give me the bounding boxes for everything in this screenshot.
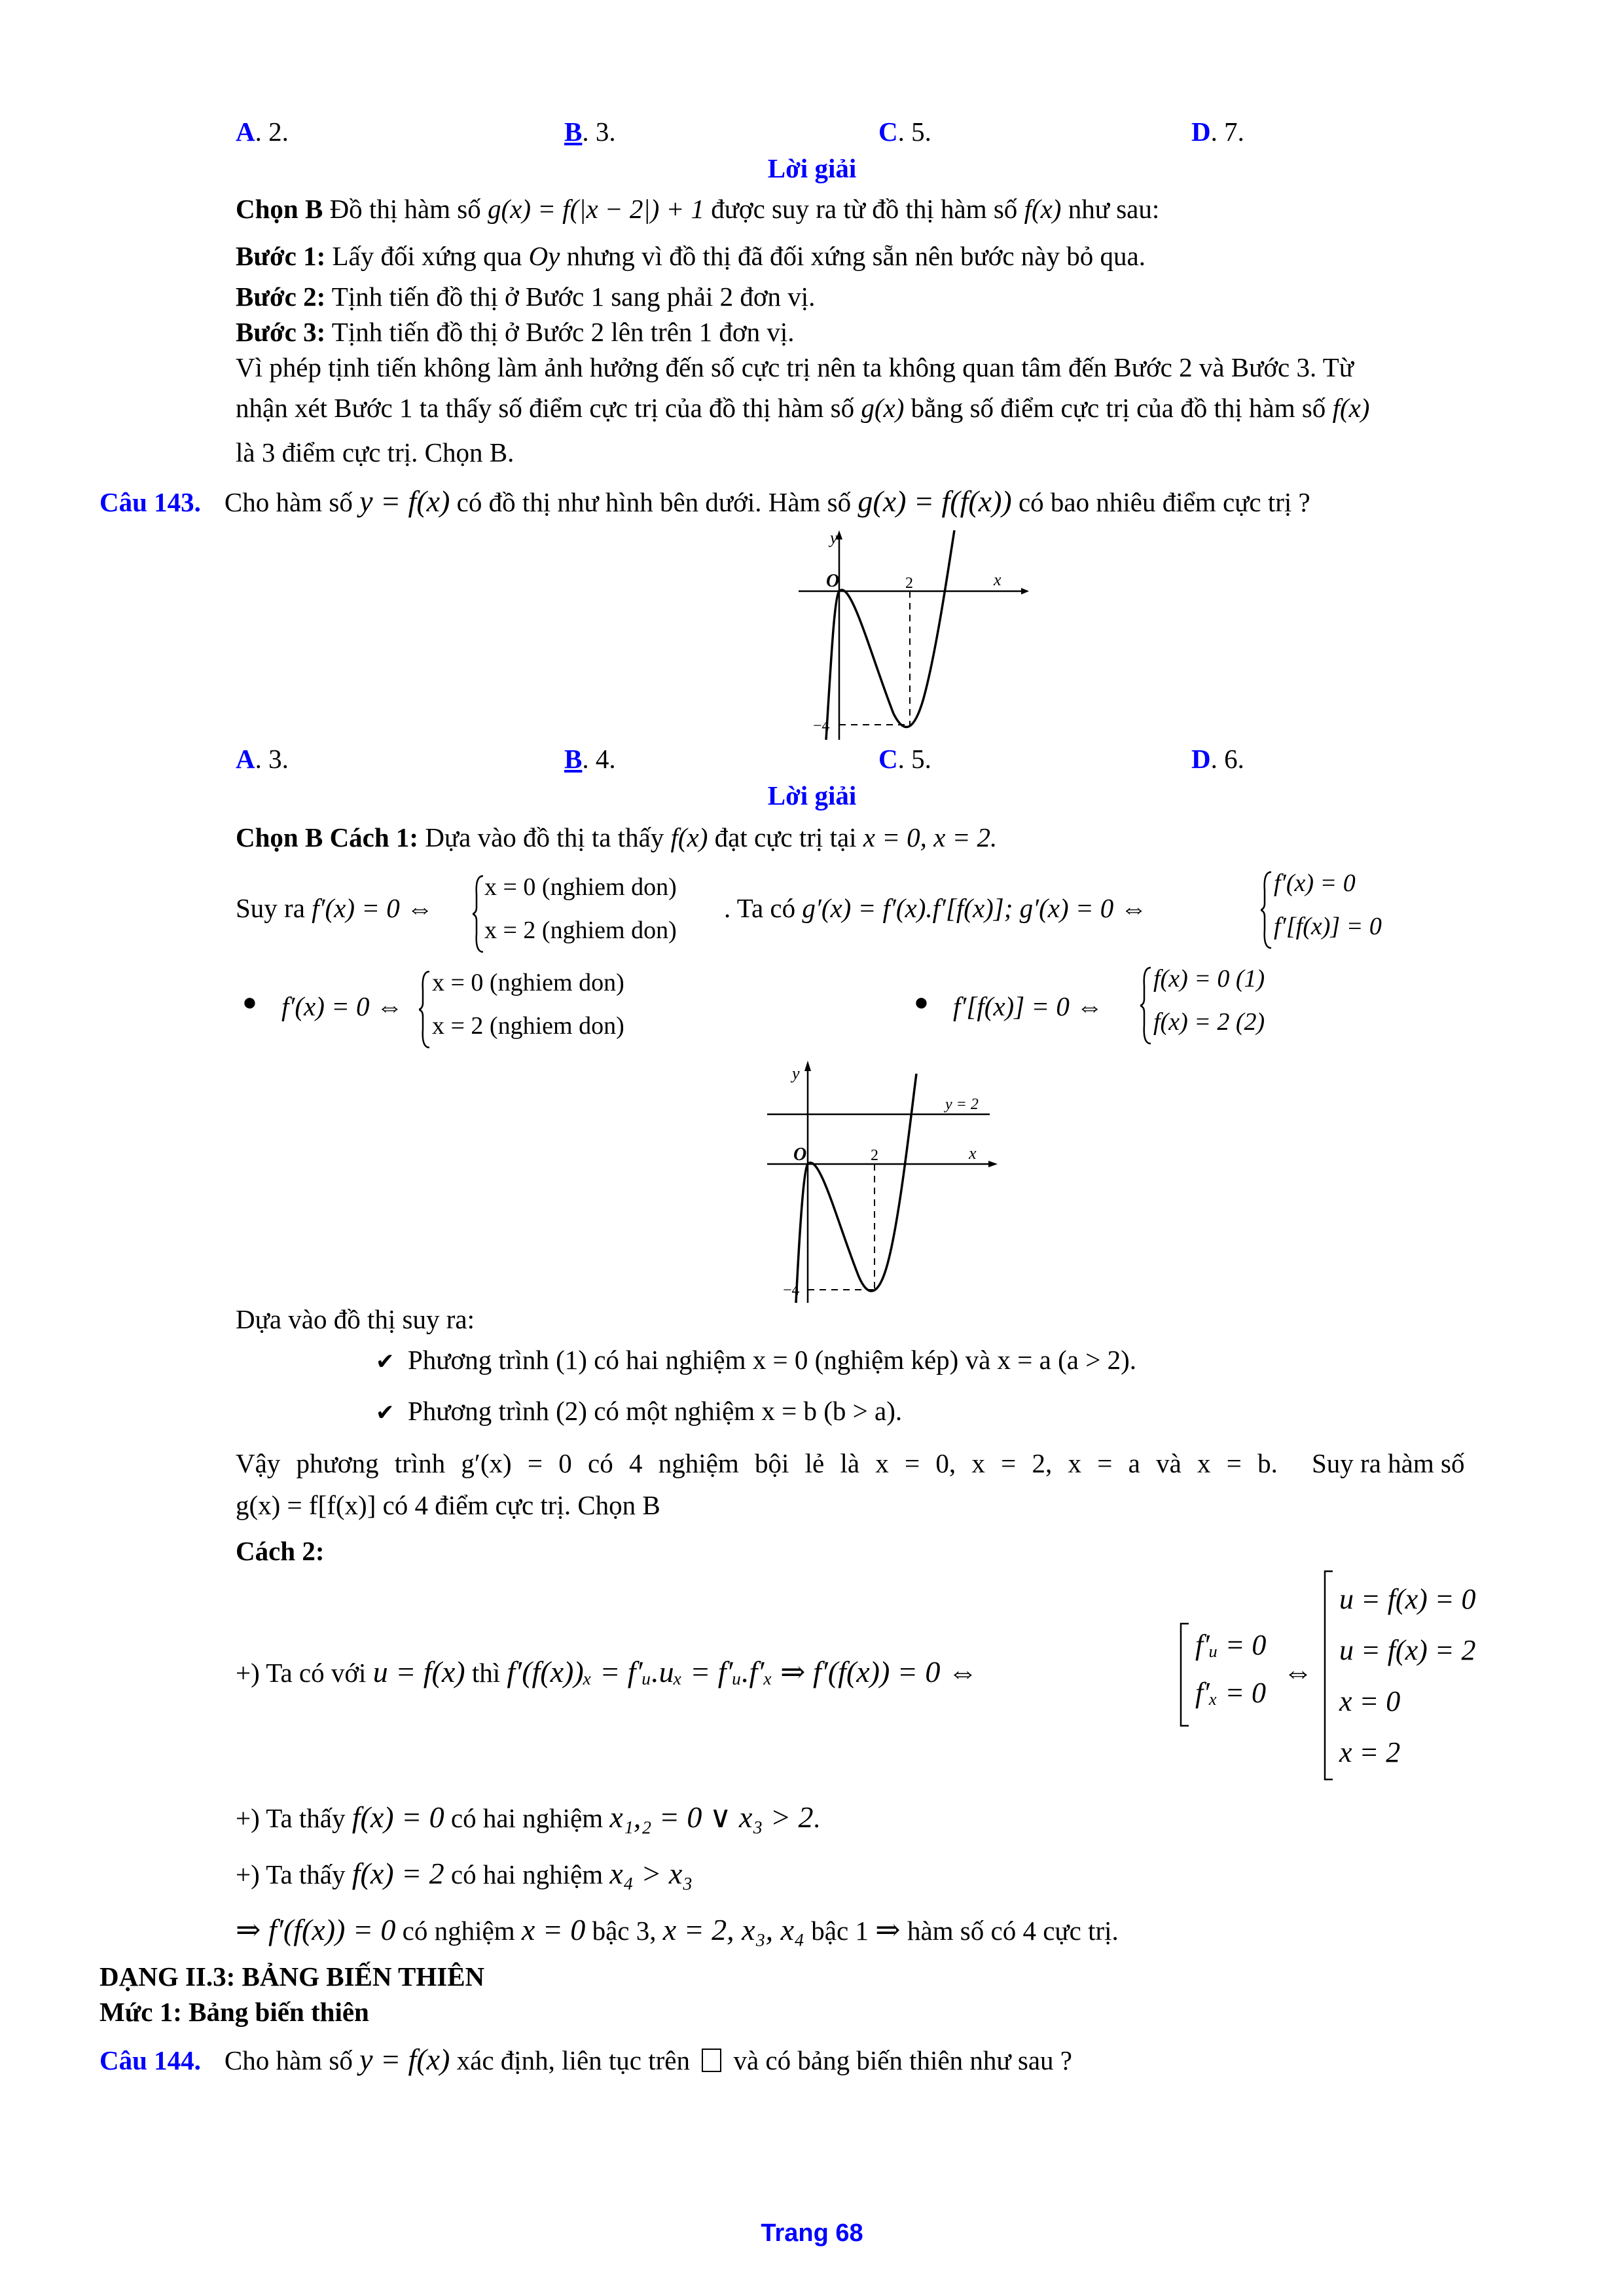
b1-top: x = 0 (nghiem don) [432,969,624,996]
line-label: y = 2 [945,1096,979,1113]
q142-para2: nhận xét Bước 1 ta thấy số điểm cực trị của đồ thị hàm số g(x) bằng số điểm cực trị của đồ thị hàm số f(x) [236,393,1370,423]
q143-stem: Câu 143. Cho hàm số y = f(x) có đồ thị như hình bên dưới. Hàm số g(x) = f(f(x)) có bao nhiêu điểm cực trị ? [99,484,1310,518]
bullet-1-lhs: f′(x) = 0 ⇔ [281,991,403,1021]
origin-label: O [826,571,840,591]
y-label: y [792,1064,800,1083]
c2-iff: ⇔ [1283,1655,1313,1688]
section-title: DẠNG II.3: BẢNG BIẾN THIÊN [99,1961,485,1992]
sys1-top: x = 0 (nghiem don) [484,873,677,901]
q143-option-d: D. 6. [1191,744,1244,774]
y-axis-arrow [804,1061,811,1071]
bullet-1-icon: ● [242,989,257,1016]
q143-vay1: Vậy phương trình g′(x) = 0 có 4 nghiệm bội lẻ là x = 0, x = 2, x = a và x = b. [236,1448,1278,1478]
q143-solution-title: Lời giải [767,780,857,811]
q143-suyra: Suy ra f′(x) = 0 ⇔ [236,893,433,923]
bracket-2 [1322,1570,1334,1781]
bullet-2-sys [1153,965,1265,1036]
c2-line3: +) Ta thấy f(x) = 2 có hai nghiệm x₄ > x₃ [236,1857,693,1890]
q142-option-d: D. 7. [1191,117,1244,147]
brace-2 [1261,871,1274,949]
x-axis-arrow [988,1161,998,1167]
q143-option-b: B. 4. [564,744,616,774]
c2-line1: +) Ta có với u = f(x) thì f′(f(x))ₓ = f′ᵤ.uₓ = f′ᵤ.f′ₓ ⇒ f′(f(x)) = 0 ⇔ [236,1655,978,1688]
q143-option-c: C. 5. [878,744,931,774]
q143-vay1-end: Suy ra hàm số [1312,1448,1465,1478]
x-label: x [994,570,1001,589]
q143-cach1: Chọn B Cách 1: Dựa vào đồ thị ta thấy f(x) đạt cực trị tại x = 0, x = 2. [236,822,998,852]
c2-list-item: u = f(x) = 0 [1339,1583,1476,1615]
q143-graph-2 [753,1054,1015,1309]
brace-4 [1140,966,1153,1045]
tick-minus4-label: −4 [813,718,830,735]
q143-pt1: ✔ Phương trình (1) có hai nghiệm x = 0 (nghiệm kép) và x = a (a > 2). [376,1345,1136,1375]
q143-pt2: ✔ Phương trình (2) có một nghiệm x = b (b > a). [376,1396,903,1426]
tick-2-label: 2 [871,1147,878,1164]
c2-line4: ⇒ f′(f(x)) = 0 có nghiệm x = 0 bậc 3, x = 2, x₃, x₄ bậc 1 ⇒ hàm số có 4 cực trị. [236,1913,1119,1946]
c2-list [1339,1574,1475,1778]
sys1-bot: x = 2 (nghiem don) [484,916,677,944]
x-axis-arrow [1021,588,1029,594]
q143-taco: . Ta có g′(x) = f′(x).f′[f(x)]; g′(x) = 0 ⇔ [724,893,1147,923]
c2-sys [1195,1629,1266,1709]
c2-list-item: x = 0 [1339,1685,1401,1717]
q142-step3: Bước 3: Tịnh tiến đồ thị ở Bước 2 lên trên 1 đơn vị. [236,317,795,347]
bullet-1-sys [432,969,624,1040]
c2-list-item: x = 2 [1339,1736,1401,1768]
sys2-bot: f′[f(x)] = 0 [1274,912,1382,940]
bracket-1 [1178,1622,1190,1727]
q142-option-c: C. 5. [878,117,931,147]
brace-1 [473,875,486,953]
q143-option-a: A. 3. [236,744,289,774]
brace-3 [419,970,432,1049]
origin-label: O [793,1144,807,1165]
y-label: y [830,528,838,547]
real-set-icon [702,2049,721,2072]
x-label: x [969,1144,977,1163]
q143-sys1 [484,873,677,945]
q142-para3: là 3 điểm cực trị. Chọn B. [236,437,514,467]
c2-sys-bot: f′ₓ = 0 [1195,1676,1267,1709]
function-curve [826,530,954,740]
q142-option-b: B. 3. [564,117,616,147]
bullet-2-icon: ● [914,989,929,1016]
q143-cach2: Cách 2: [236,1536,325,1566]
tick-minus4-label: −4 [783,1282,800,1299]
q143-sys2 [1274,869,1382,941]
q143-dua: Dựa vào đồ thị suy ra: [236,1304,475,1334]
b2-bot: f(x) = 2 (2) [1153,1008,1265,1036]
q143-vay2: g(x) = f[f(x)] có 4 điểm cực trị. Chọn B [236,1490,660,1520]
b1-bot: x = 2 (nghiem don) [432,1011,624,1040]
q144-stem: Câu 144. Cho hàm số y = f(x) xác định, liên tục trên và có bảng biến thiên như sau ? [99,2043,1072,2076]
section-level: Mức 1: Bảng biến thiên [99,1997,369,2027]
q142-line1: Chọn B Đồ thị hàm số g(x) = f(|x − 2|) + 1 được suy ra từ đồ thị hàm số f(x) như sau: [236,194,1160,224]
check-2-icon: ✔ [376,1401,395,1425]
q142-para1: Vì phép tịnh tiến không làm ảnh hưởng đến số cực trị nên ta không quan tâm đến Bước 2 và Bước 3. Từ [236,352,1354,382]
tick-2-label: 2 [905,575,913,592]
function-curve [796,1074,916,1303]
check-1-icon: ✔ [376,1350,395,1374]
q142-step1: Bước 1: Lấy đối xứng qua Oy nhưng vì đồ thị đã đối xứng sẵn nên bước này bỏ qua. [236,241,1146,271]
page-footer: Trang 68 [761,2219,863,2247]
q142-solution-title: Lời giải [767,153,857,183]
q142-option-a: A. 2. [236,117,289,147]
q142-step2: Bước 2: Tịnh tiến đồ thị ở Bước 1 sang phải 2 đơn vị. [236,282,816,312]
c2-line2: +) Ta thấy f(x) = 0 có hai nghiệm x₁,₂ = 0 ∨ x₃ > 2. [236,1800,820,1834]
c2-sys-top: f′ᵤ = 0 [1195,1629,1267,1661]
c2-list-item: u = f(x) = 2 [1339,1634,1476,1666]
bullet-2-lhs: f′[f(x)] = 0 ⇔ [953,991,1104,1021]
sys2-top: f′(x) = 0 [1274,869,1356,897]
q143-graph-1 [779,524,1041,746]
b2-top: f(x) = 0 (1) [1153,965,1265,993]
